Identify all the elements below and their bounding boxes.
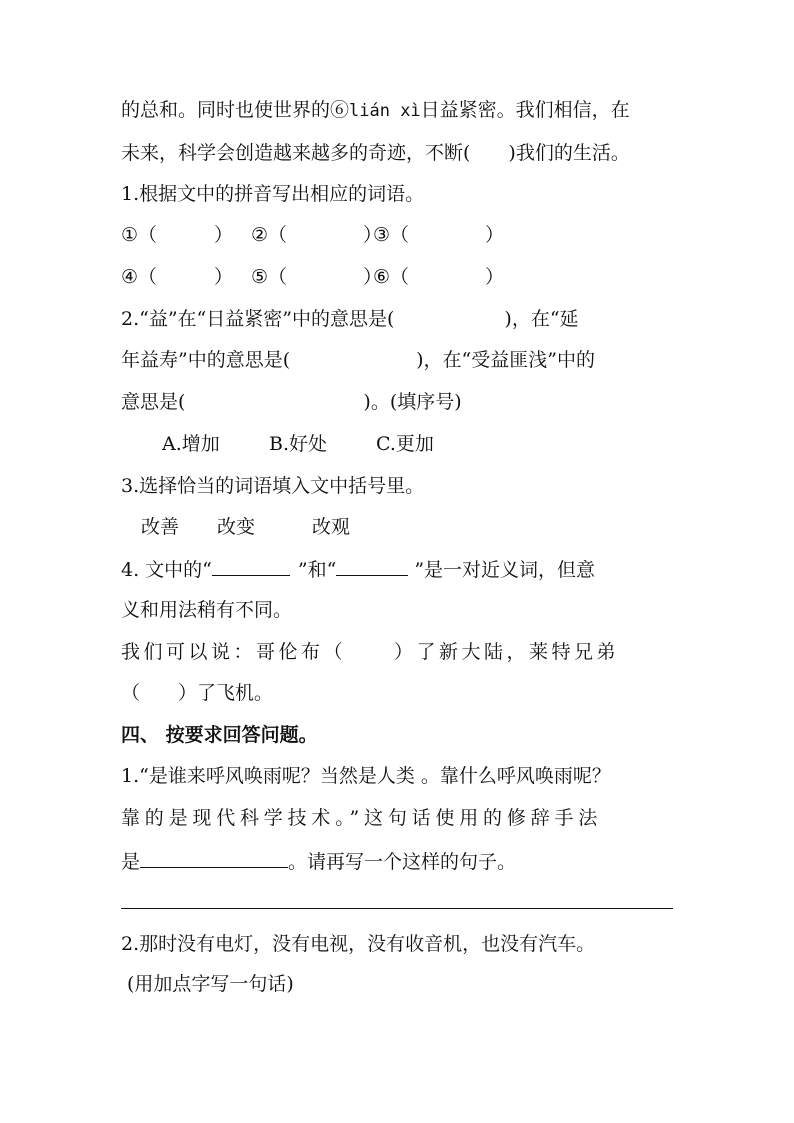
q4-blank-1[interactable] <box>212 556 290 576</box>
option-b: B.好处 <box>269 433 328 455</box>
blank-6[interactable]: ⑥（ ） <box>373 266 505 288</box>
q4-text: 4. 文中的“ <box>121 559 212 581</box>
q2-text: )，在“受益匪浅”中的 <box>416 349 595 371</box>
section-4-heading: 四、 按要求回答问题。 <box>121 724 318 746</box>
blank-5[interactable]: ⑤（ ） <box>251 266 383 288</box>
q4-text: ”和“ <box>297 559 337 581</box>
blank-2[interactable]: ②（ ） <box>251 224 383 246</box>
passage-text: 的总和。同时也使世界的⑥ <box>121 99 350 121</box>
passage-line-2: 未来，科学会创造越来越多的奇迹，不断( )我们的生活。 <box>121 142 630 164</box>
s4-q1-line-3 <box>121 848 673 874</box>
q4-text: 我们可以说：哥伦布（ <box>121 641 347 663</box>
q4-line-1 <box>121 556 673 582</box>
s4-q2-line-1: 2.那时没有电灯，没有电视，没有收音机，也没有汽车。 <box>121 933 596 955</box>
s4-text: 。请再写一个这样的句子。 <box>288 851 517 873</box>
q4-line-3 <box>121 640 673 664</box>
pinyin-lianxi: lián xì <box>349 101 421 121</box>
q2-line-3 <box>121 390 673 414</box>
q2-text: 意思是( <box>121 391 186 413</box>
q2-text: 2.“益”在“日益紧密”中的意思是( <box>121 308 395 330</box>
q2-text: )，在“延 <box>504 308 579 330</box>
q2-text: )。(填序号) <box>363 391 462 413</box>
blank-3[interactable]: ③（ ） <box>373 224 505 246</box>
word-gaishan: 改善 <box>141 516 180 538</box>
blank-1[interactable]: ①（ ） <box>121 224 234 246</box>
q4-text: ）了新大陆，莱特兄弟 <box>394 641 620 663</box>
q2-text: 年益寿”中的意思是( <box>121 349 291 371</box>
q3-words <box>141 515 441 539</box>
s4-q2-line-2: (用加点字写一句话) <box>127 973 294 995</box>
q4-line-2: 义和用法稍有不同。 <box>121 599 293 621</box>
answer-line[interactable] <box>121 908 673 909</box>
q1-row-2 <box>121 265 673 289</box>
blank-4[interactable]: ④（ ） <box>121 266 234 288</box>
option-a: A.增加 <box>162 433 220 455</box>
q1-prompt: 1.根据文中的拼音写出相应的词语。 <box>121 183 425 205</box>
option-c: C.更加 <box>376 433 434 455</box>
q2-options <box>162 432 582 456</box>
rhetoric-blank[interactable] <box>140 848 288 868</box>
s4-text: 是 <box>121 851 141 873</box>
q2-line-2 <box>121 348 673 372</box>
passage-text: 日益紧密。我们相信，在 <box>420 99 630 121</box>
word-gaiguan: 改观 <box>312 516 351 538</box>
q3-prompt: 3.选择恰当的词语填入文中括号里。 <box>121 475 425 497</box>
q1-row-1 <box>121 223 673 247</box>
s4-q1-line-2: 靠的是现代科学技术。”这句话使用的修辞手法 <box>121 807 603 829</box>
q4-line-4: （ ）了飞机。 <box>121 682 274 704</box>
s4-q1-line-1: 1.“是谁来呼风唤雨呢？当然是人类 。靠什么呼风唤雨呢？ <box>121 765 611 787</box>
q4-blank-2[interactable] <box>336 556 408 576</box>
q2-line-1 <box>121 307 673 331</box>
q4-text: ”是一对近义词，但意 <box>414 559 596 581</box>
passage-line-1 <box>121 98 673 123</box>
word-gaibian: 改变 <box>217 516 256 538</box>
